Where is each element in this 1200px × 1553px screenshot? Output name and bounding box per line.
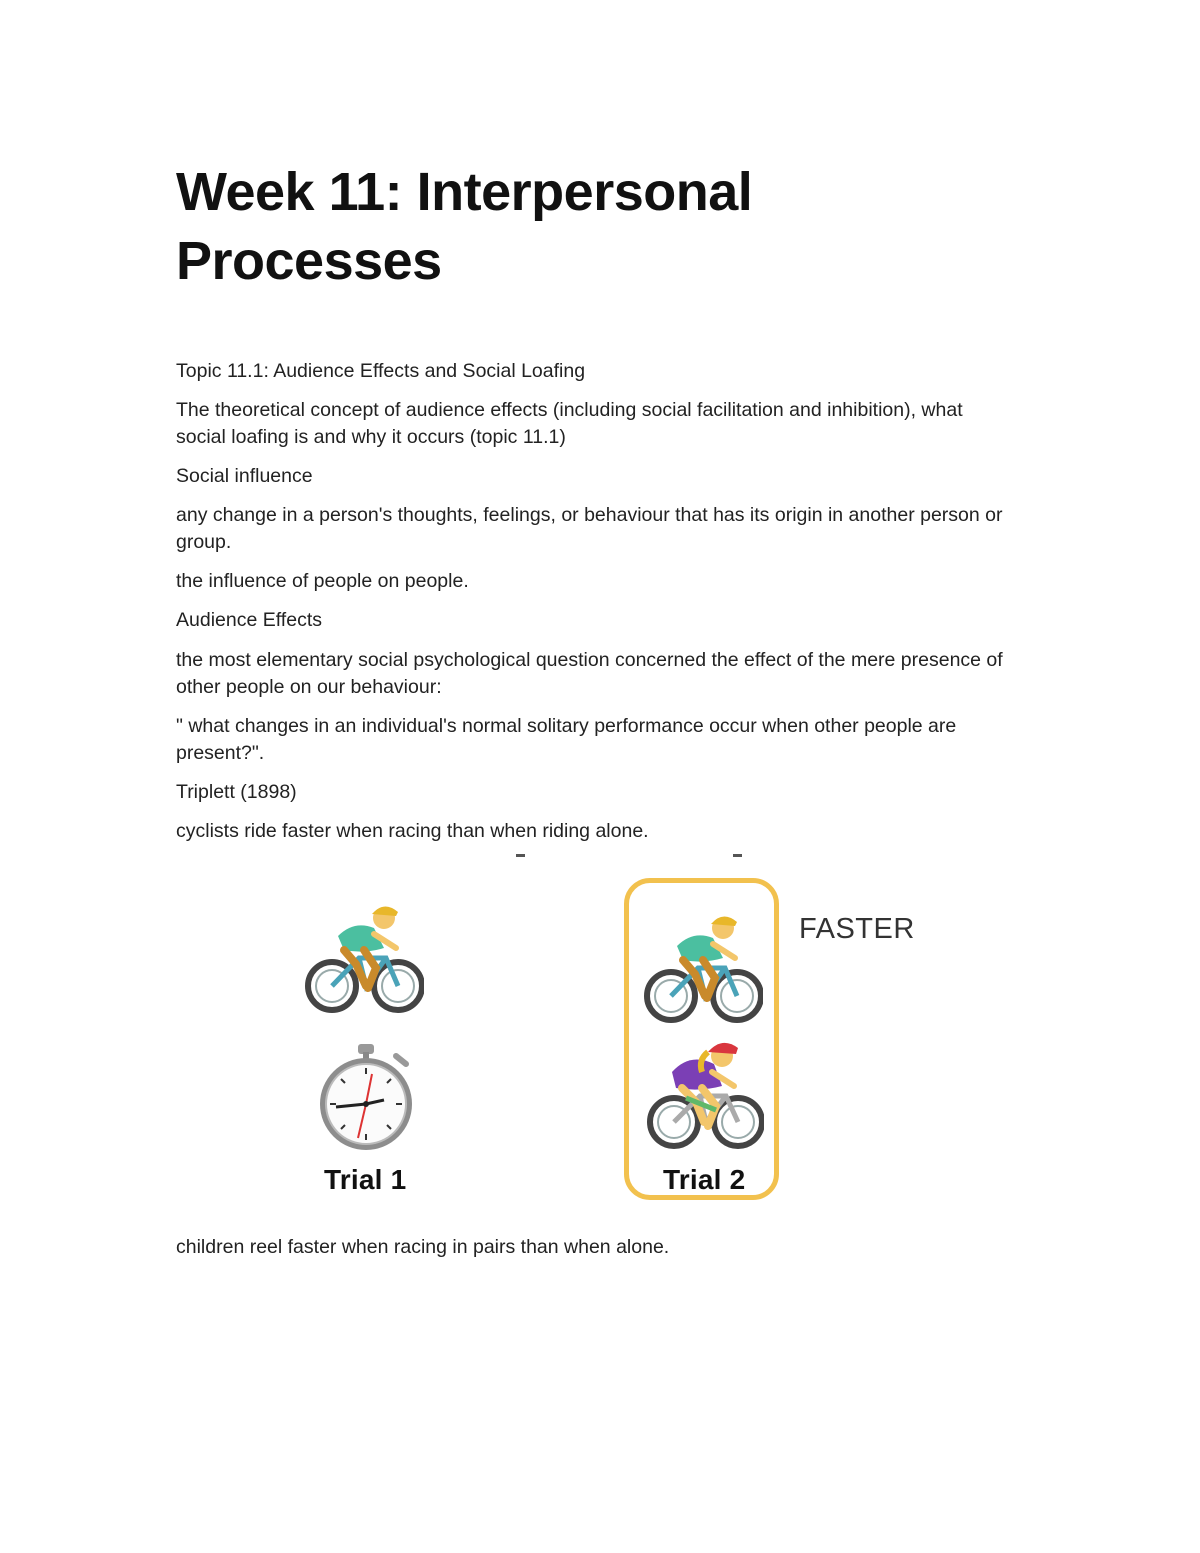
crop-mark <box>733 854 742 857</box>
social-influence-definition: any change in a person's thoughts, feelings, or behaviour that has its origin in another person or group. <box>176 504 1003 553</box>
children-paragraph: children reel faster when racing in pairs than when alone. <box>176 1236 670 1258</box>
cyclist-purple-icon <box>646 1038 764 1154</box>
social-influence-short: the influence of people on people. <box>176 570 469 592</box>
trial-2-label: Trial 2 <box>663 1164 746 1195</box>
social-influence-heading: Social influence <box>176 465 313 487</box>
cyclists-paragraph: cyclists ride faster when racing than when riding alone. <box>176 820 649 842</box>
faster-label: FASTER <box>799 913 915 945</box>
crop-mark <box>516 854 525 857</box>
audience-effects-definition: the most elementary social psychological question concerned the effect of the mere presence of other people on our behaviour: <box>176 649 1003 698</box>
stopwatch-icon <box>314 1042 418 1154</box>
topic-heading: Topic 11.1: Audience Effects and Social Loafing <box>176 360 586 382</box>
cyclist-icon <box>643 908 763 1026</box>
concept-paragraph: The theoretical concept of audience effects (including social facilitation and inhibition), what social loafing is and why it occurs (topic 11.1) <box>176 399 963 448</box>
question-quote: " what changes in an individual's normal solitary performance occur when other people are present?". <box>176 715 957 764</box>
audience-effects-heading: Audience Effects <box>176 609 322 631</box>
trial-1-label: Trial 1 <box>324 1164 407 1195</box>
page-title: Week 11: Interpersonal Processes <box>176 162 753 291</box>
triplett-figure <box>176 848 1026 1218</box>
triplett-heading: Triplett (1898) <box>176 781 297 803</box>
cyclist-icon <box>304 898 424 1016</box>
